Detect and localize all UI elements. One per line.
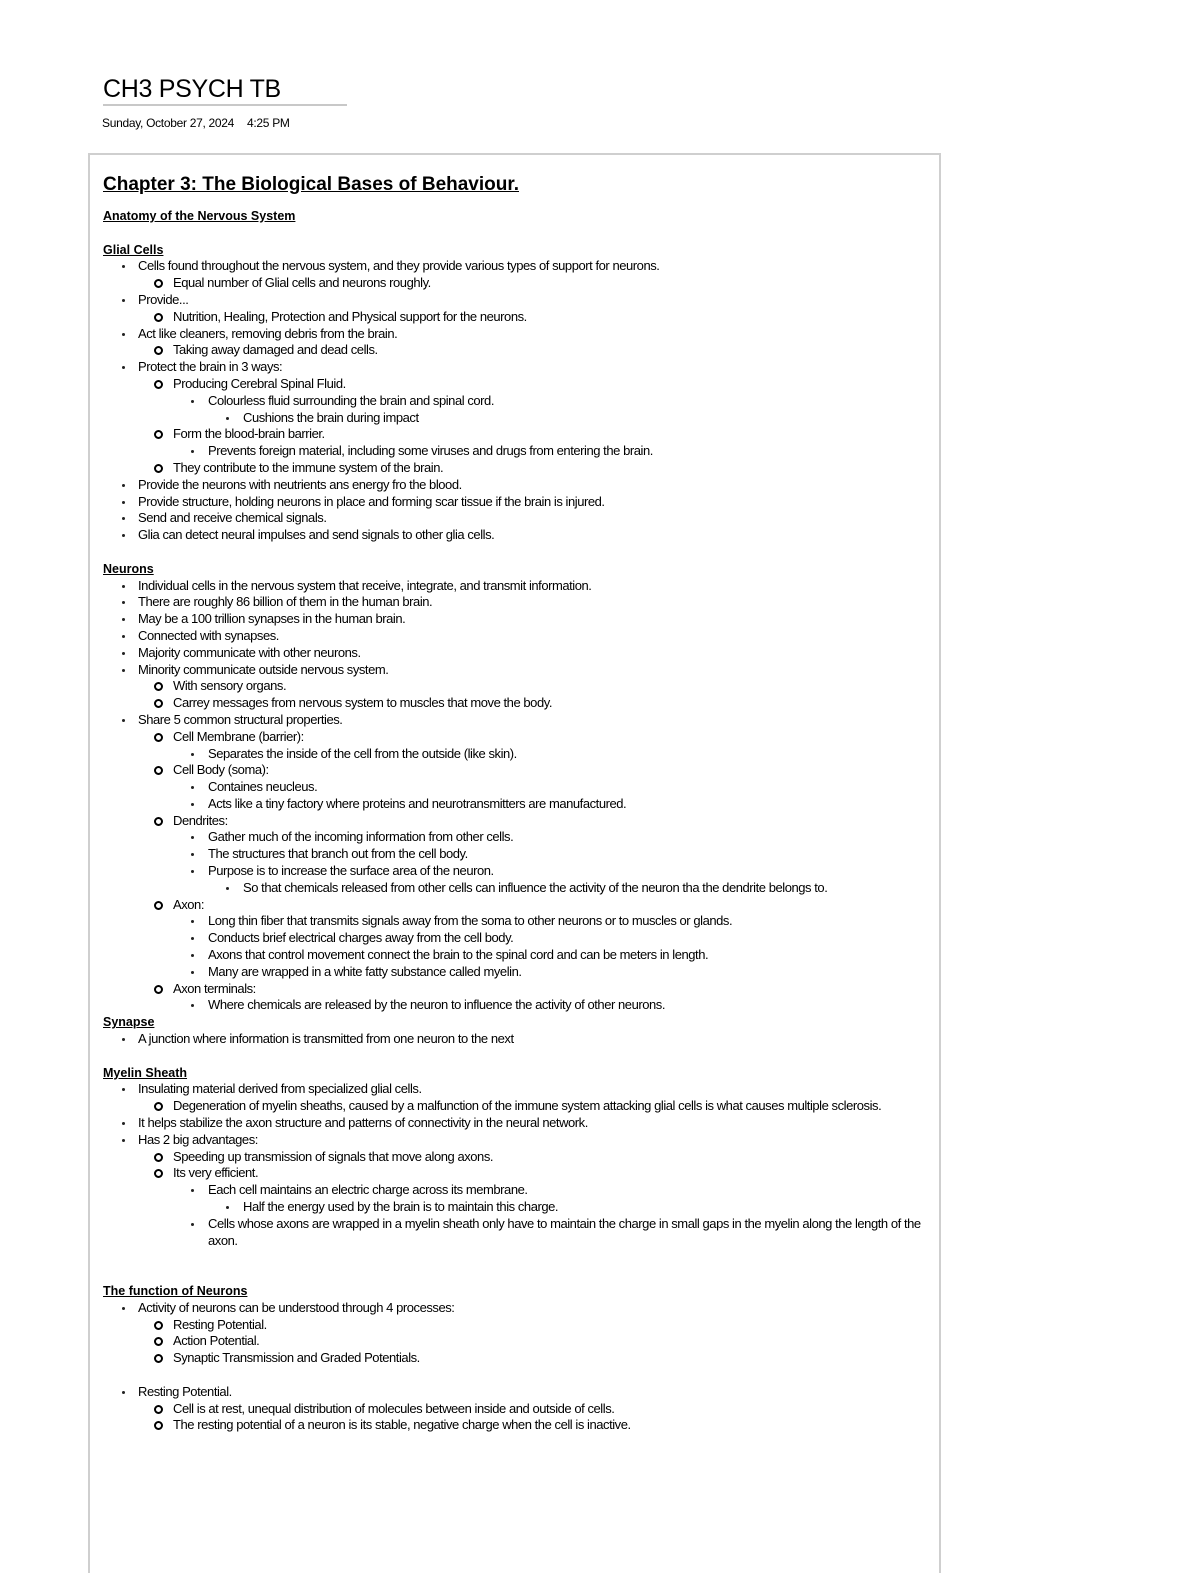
page-date: Sunday, October 27, 2024 <box>102 116 235 130</box>
list-item: Resting Potential. <box>138 1317 933 1334</box>
list-item: Provide structure, holding neurons in place and forming scar tissue if the brain is injured. <box>103 494 933 511</box>
list-item: Colourless fluid surrounding the brain and spinal cord. Cushions the brain during impact <box>173 393 933 427</box>
list-item: Equal number of Glial cells and neurons roughly. <box>138 275 933 292</box>
anatomy-heading: Anatomy of the Nervous System <box>103 209 296 223</box>
list-item: Share 5 common structural properties. Cell Membrane (barrier): Separates the inside of the cell from the outside (like skin). Cell Body (soma): Containes neucleus. Acts like a tiny factory where proteins and neurotransmitters are manufactured. Dendrites: Gather much of the incoming information from other cells. The structures that branch out from the cell body. Purpose is to increase the surface area of the neuron. So that chemicals released from other cells can influence the activity of the neuron tha the dendrite belongs to. Axon: Long thin fiber that transmits signals away from the soma to other neurons or to muscles or glands. Conducts brief electrical charges away from the cell body. Axons that control movement connect the brain to the spinal cord and can be meters in length. Many are wrapped in a white fatty substance called myelin. Axon terminals: Where chemicals are released by the neuron to influence the activity of other neurons. <box>103 712 933 1014</box>
list-item: It helps stabilize the axon structure and patterns of connectivity in the neural network. <box>103 1115 933 1132</box>
list-item: Axon terminals: Where chemicals are released by the neuron to influence the activity of other neurons. <box>138 981 933 1015</box>
list-item: Cell Membrane (barrier): Separates the inside of the cell from the outside (like skin). <box>138 729 933 763</box>
list-item: Many are wrapped in a white fatty substance called myelin. <box>173 964 933 981</box>
page-time: 4:25 PM <box>247 116 290 130</box>
page-title: CH3 PSYCH TB <box>103 75 281 103</box>
myelin-sheath-list <box>103 1081 933 1249</box>
neurons-list <box>103 578 933 1015</box>
list-item: They contribute to the immune system of the brain. <box>138 460 933 477</box>
list-item: Has 2 big advantages: Speeding up transmission of signals that move along axons. Its very efficient. Each cell maintains an electric charge across its membrane. Half the energy used by the brain is to maintain this charge. Cells whose axons are wrapped in a myelin sheath only have to maintain the charge in small gaps in the myelin along the length of the axon. <box>103 1132 933 1250</box>
list-item: Purpose is to increase the surface area of the neuron. So that chemicals released from other cells can influence the activity of the neuron tha the dendrite belongs to. <box>173 863 933 897</box>
list-item: With sensory organs. <box>138 678 933 695</box>
glial-cells-heading: Glial Cells <box>103 242 164 257</box>
list-item: A junction where information is transmitted from one neuron to the next <box>103 1031 933 1048</box>
list-item: The structures that branch out from the cell body. <box>173 846 933 863</box>
list-item: Cells whose axons are wrapped in a myelin sheath only have to maintain the charge in small gaps in the myelin along the length of the axon. <box>173 1216 933 1250</box>
list-item: Glia can detect neural impulses and send signals to other glia cells. <box>103 527 933 544</box>
list-item: The resting potential of a neuron is its stable, negative charge when the cell is inactive. <box>138 1417 933 1434</box>
list-item: Protect the brain in 3 ways: Producing Cerebral Spinal Fluid. Colourless fluid surrounding the brain and spinal cord. Cushions the brain during impact Form the blood-brain barrier. Prevents foreign material, including some viruses and drugs from entering the brain. They contribute to the immune system of the brain. <box>103 359 933 477</box>
note-content[interactable] <box>103 170 933 1434</box>
list-item: Carrey messages from nervous system to muscles that move the body. <box>138 695 933 712</box>
synapse-list <box>103 1031 933 1048</box>
list-item: Conducts brief electrical charges away from the cell body. <box>173 930 933 947</box>
list-item: Taking away damaged and dead cells. <box>138 342 933 359</box>
list-item: Nutrition, Healing, Protection and Physical support for the neurons. <box>138 309 933 326</box>
list-item: Activity of neurons can be understood through 4 processes: Resting Potential. Action Potential. Synaptic Transmission and Graded Potentials. <box>103 1300 933 1367</box>
synapse-heading: Synapse <box>103 1015 155 1030</box>
list-item: Action Potential. <box>138 1333 933 1350</box>
list-item: Prevents foreign material, including some viruses and drugs from entering the brain. <box>173 443 933 460</box>
list-item: Cell Body (soma): Containes neucleus. Acts like a tiny factory where proteins and neurotransmitters are manufactured. <box>138 762 933 812</box>
list-item: Speeding up transmission of signals that move along axons. <box>138 1149 933 1166</box>
list-item: Half the energy used by the brain is to maintain this charge. <box>208 1199 933 1216</box>
list-item: Axon: Long thin fiber that transmits signals away from the soma to other neurons or to muscles or glands. Conducts brief electrical charges away from the cell body. Axons that control movement connect the brain to the spinal cord and can be meters in length. Many are wrapped in a white fatty substance called myelin. <box>138 897 933 981</box>
list-item: Separates the inside of the cell from the outside (like skin). <box>173 746 933 763</box>
list-item: Degeneration of myelin sheaths, caused by a malfunction of the immune system attacking glial cells is what causes multiple sclerosis. <box>138 1098 933 1115</box>
list-item: Cushions the brain during impact <box>208 410 933 427</box>
myelin-sheath-heading: Myelin Sheath <box>103 1065 188 1080</box>
list-item: May be a 100 trillion synapses in the human brain. <box>103 611 933 628</box>
glial-cells-list <box>103 258 933 544</box>
list-item: Dendrites: Gather much of the incoming information from other cells. The structures that branch out from the cell body. Purpose is to increase the surface area of the neuron. So that chemicals released from other cells can influence the activity of the neuron tha the dendrite belongs to. <box>138 813 933 897</box>
list-item: Connected with synapses. <box>103 628 933 645</box>
page-timestamp <box>102 115 290 131</box>
list-item: Containes neucleus. <box>173 779 933 796</box>
list-item: Gather much of the incoming information from other cells. <box>173 829 933 846</box>
list-item: Axons that control movement connect the brain to the spinal cord and can be meters in length. <box>173 947 933 964</box>
chapter-title: Chapter 3: The Biological Bases of Behaviour. <box>103 174 519 195</box>
list-item: Insulating material derived from specialized glial cells. Degeneration of myelin sheaths, caused by a malfunction of the immune system attacking glial cells is what causes multiple sclerosis. <box>103 1081 933 1115</box>
list-item: Majority communicate with other neurons. <box>103 645 933 662</box>
list-item: Synaptic Transmission and Graded Potentials. <box>138 1350 933 1367</box>
function-of-neurons-list <box>103 1300 933 1367</box>
list-item: So that chemicals released from other cells can influence the activity of the neuron tha the dendrite belongs to. <box>208 880 933 897</box>
neurons-heading: Neurons <box>103 561 154 576</box>
list-item: Minority communicate outside nervous system. With sensory organs. Carrey messages from nervous system to muscles that move the body. <box>103 662 933 712</box>
list-item: Its very efficient. Each cell maintains an electric charge across its membrane. Half the energy used by the brain is to maintain this charge. Cells whose axons are wrapped in a myelin sheath only have to maintain the charge in small gaps in the myelin along the length of the axon. <box>138 1165 933 1249</box>
list-item: Each cell maintains an electric charge across its membrane. Half the energy used by the brain is to maintain this charge. <box>173 1182 933 1216</box>
list-item: Where chemicals are released by the neuron to influence the activity of other neurons. <box>173 997 933 1014</box>
list-item: Provide the neurons with neutrients ans energy fro the blood. <box>103 477 933 494</box>
list-item: Producing Cerebral Spinal Fluid. Colourless fluid surrounding the brain and spinal cord. Cushions the brain during impact <box>138 376 933 426</box>
title-underline <box>103 104 347 106</box>
list-item: Cells found throughout the nervous system, and they provide various types of support for neurons. Equal number of Glial cells and neurons roughly. <box>103 258 933 292</box>
list-item: Form the blood-brain barrier. Prevents foreign material, including some viruses and drugs from entering the brain. <box>138 426 933 460</box>
list-item: Send and receive chemical signals. <box>103 510 933 527</box>
list-item: Acts like a tiny factory where proteins and neurotransmitters are manufactured. <box>173 796 933 813</box>
list-item: Cell is at rest, unequal distribution of molecules between inside and outside of cells. <box>138 1401 933 1418</box>
list-item: Long thin fiber that transmits signals away from the soma to other neurons or to muscles or glands. <box>173 913 933 930</box>
list-item: Individual cells in the nervous system that receive, integrate, and transmit information. <box>103 578 933 595</box>
resting-potential-list <box>103 1384 933 1434</box>
list-item: There are roughly 86 billion of them in the human brain. <box>103 594 933 611</box>
list-item: Resting Potential. Cell is at rest, unequal distribution of molecules between inside and outside of cells. The resting potential of a neuron is its stable, negative charge when the cell is inactive. <box>103 1384 933 1434</box>
list-item: Provide... Nutrition, Healing, Protection and Physical support for the neurons. <box>103 292 933 326</box>
list-item: Act like cleaners, removing debris from the brain. Taking away damaged and dead cells. <box>103 326 933 360</box>
function-of-neurons-heading: The function of Neurons <box>103 1284 248 1298</box>
